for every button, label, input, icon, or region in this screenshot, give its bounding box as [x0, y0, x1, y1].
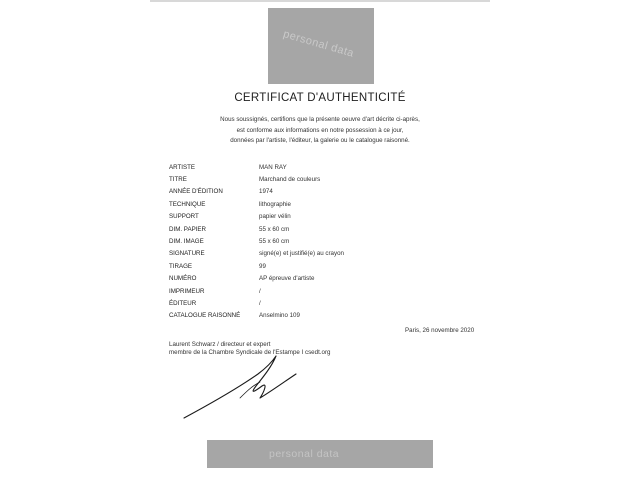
field-row-imprimeur — [169, 285, 469, 297]
field-label: DIM. PAPIER — [169, 225, 207, 233]
field-label: TIRAGE — [169, 262, 193, 270]
field-value: MAN RAY — [259, 163, 287, 171]
field-value: / — [259, 299, 261, 307]
field-label: NUMÉRO — [169, 275, 197, 283]
field-row-dim-papier — [169, 223, 469, 235]
field-row-annee — [169, 186, 469, 198]
field-row-support — [169, 211, 469, 223]
signatory-name: Laurent Schwarz / directeur et expert — [169, 341, 271, 348]
redaction-label-top: personal data — [281, 28, 356, 60]
field-value: 99 — [259, 262, 266, 270]
field-label: SIGNATURE — [169, 250, 205, 258]
intro-line: est conforme aux informations en notre possession à ce jour, — [236, 126, 404, 134]
field-row-dim-image — [169, 235, 469, 247]
certificate-title: CERTIFICAT D'AUTHENTICITÉ — [234, 92, 406, 104]
field-label: CATALOGUE RAISONNÉ — [169, 312, 241, 320]
field-value: signé(e) et justifié(e) au crayon — [259, 250, 344, 258]
intro-paragraph — [0, 115, 640, 147]
field-row-editeur — [169, 297, 469, 309]
field-row-artiste — [169, 161, 469, 173]
redaction-box-top — [268, 8, 374, 84]
field-row-numero — [169, 273, 469, 285]
field-label: IMPRIMEUR — [169, 287, 205, 295]
field-label: TECHNIQUE — [169, 200, 206, 208]
field-value: 1974 — [259, 188, 273, 196]
field-value: papier vélin — [259, 213, 291, 221]
field-label: ÉDITEUR — [169, 299, 197, 307]
field-value: Marchand de couleurs — [259, 176, 321, 184]
field-label: ARTISTE — [169, 163, 196, 171]
redaction-label-bottom: personal data — [269, 448, 340, 460]
field-value: Anselmino 109 — [259, 312, 300, 320]
field-row-technique — [169, 198, 469, 210]
field-row-catalogue — [169, 310, 469, 322]
field-label: SUPPORT — [169, 213, 199, 221]
field-row-signature — [169, 248, 469, 260]
top-edge-strip — [150, 0, 490, 2]
field-label: ANNÉE D'ÉDITION — [169, 188, 223, 196]
redaction-box-bottom — [207, 440, 433, 468]
signatory-affiliation: membre de la Chambre Syndicale de l'Estampe I csedt.org — [169, 348, 331, 356]
intro-line: Nous soussignés, certifions que la présente oeuvre d'art décrite ci-après, — [220, 116, 420, 123]
field-row-tirage — [169, 260, 469, 272]
field-value: lithographie — [259, 200, 291, 208]
artwork-details — [169, 161, 469, 322]
field-value: / — [259, 287, 261, 295]
intro-line: données par l'artiste, l'éditeur, la galerie ou le catalogue raisonné. — [230, 137, 410, 144]
handwritten-signature — [180, 352, 320, 422]
field-value: 55 x 60 cm — [259, 238, 290, 246]
field-label: DIM. IMAGE — [169, 238, 204, 246]
issue-date: Paris, 26 novembre 2020 — [405, 327, 475, 334]
field-value: AP épreuve d'artiste — [259, 275, 315, 283]
field-label: TITRE — [169, 176, 187, 184]
field-row-titre — [169, 173, 469, 185]
field-value: 55 x 60 cm — [259, 225, 290, 233]
